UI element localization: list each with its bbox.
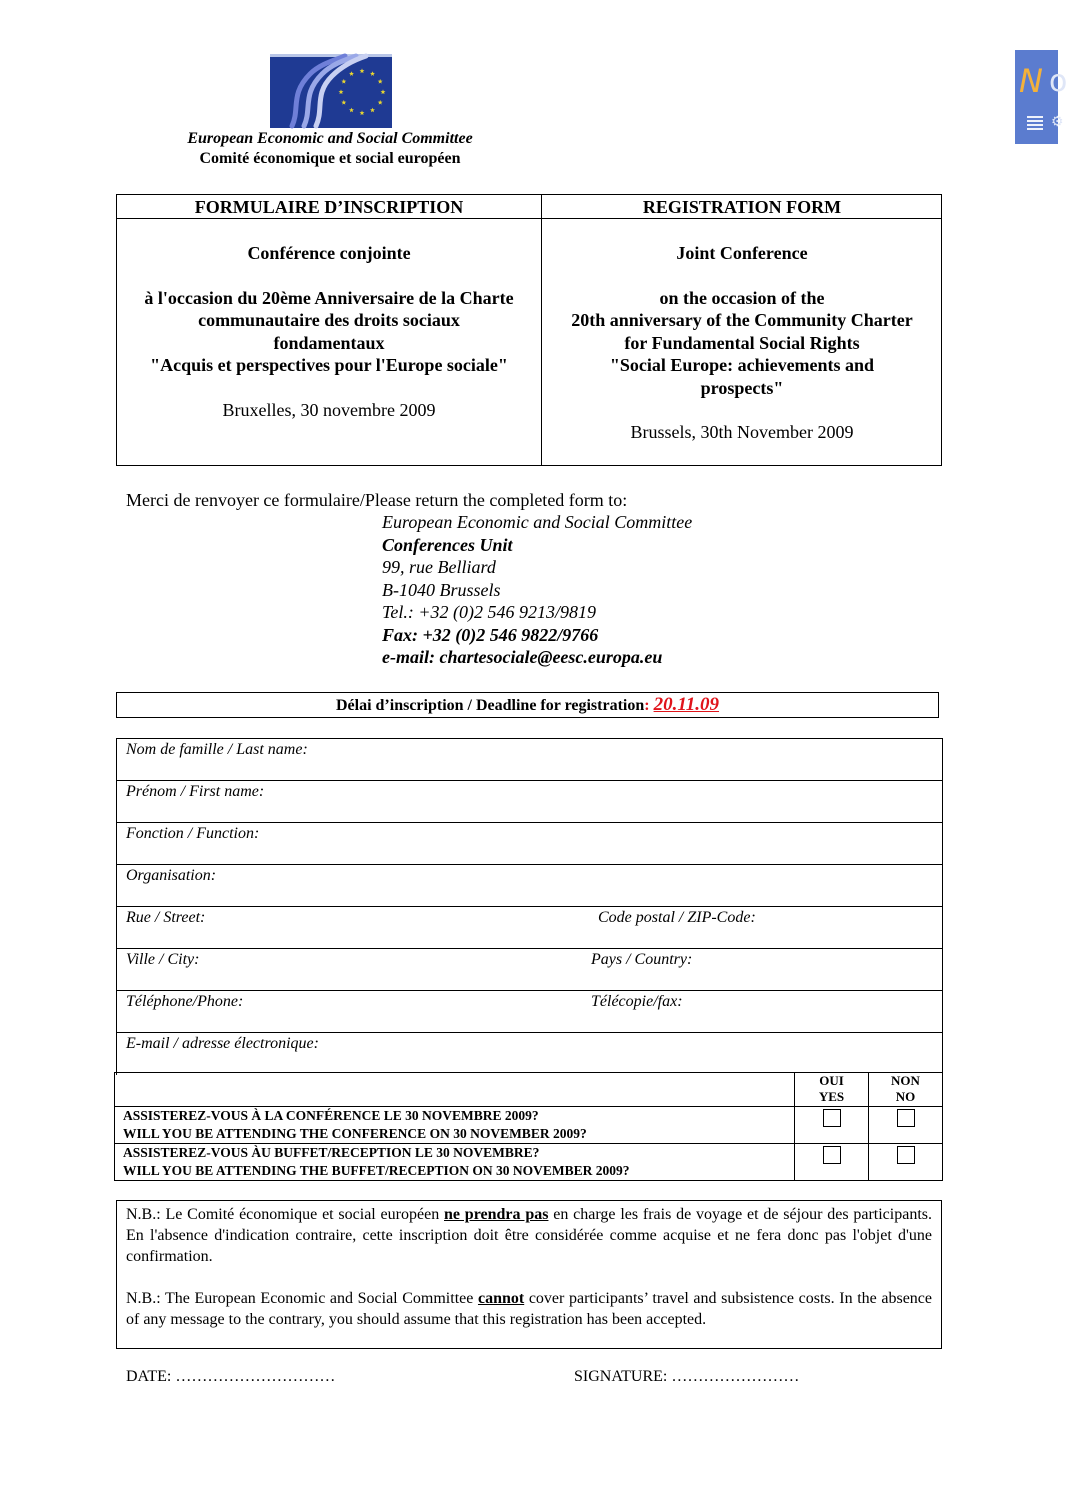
occasion-line-en: 20th anniversary of the Community Charter	[571, 310, 913, 330]
city-country-field[interactable]	[117, 949, 942, 991]
conference-no-checkbox[interactable]	[897, 1109, 915, 1127]
email-label: E-mail / adresse électronique:	[126, 1035, 319, 1052]
signature-field[interactable]	[574, 1368, 799, 1386]
header-table	[116, 194, 942, 466]
date-dots: …………………………	[175, 1368, 336, 1385]
buffet-yes-checkbox[interactable]	[823, 1146, 841, 1164]
header-fr	[117, 195, 541, 421]
function-label: Fonction / Function:	[126, 825, 260, 842]
last-name-label: Nom de famille / Last name:	[126, 741, 308, 758]
date-field[interactable]	[126, 1368, 335, 1386]
header-en	[543, 195, 941, 444]
street-zip-field[interactable]	[117, 907, 942, 949]
last-name-field[interactable]	[117, 739, 942, 781]
personal-details-table	[116, 738, 943, 1075]
address-line: European Economic and Social Committee	[382, 512, 693, 532]
question-fr: ASSISTEREZ-VOUS ÀU BUFFET/RECEPTION LE 30 NOVEMBRE?	[123, 1145, 540, 1160]
nb-en: N.B.: The European Economic and Social Committee cannot cover participants’ travel and subsistence costs. In the absence of any message to the contrary, you should assume that this registration has been accepted.	[126, 1290, 933, 1328]
event-name-fr: Conférence conjointe	[247, 243, 411, 263]
address-line: 99, rue Belliard	[382, 557, 496, 577]
attendance-header-row	[115, 1073, 943, 1107]
form-title-en: REGISTRATION FORM	[642, 197, 842, 217]
conference-yes-checkbox[interactable]	[823, 1109, 841, 1127]
phone-fax-field[interactable]	[117, 991, 942, 1033]
address-line: e-mail: chartesociale@eesc.europa.eu	[382, 647, 663, 667]
form-title-fr: FORMULAIRE D’INSCRIPTION	[194, 197, 464, 217]
question-fr: ASSISTEREZ-VOUS À LA CONFÉRENCE LE 30 NOVEMBRE 2009?	[123, 1108, 539, 1123]
occasion-line-en: "Social Europe: achievements and	[609, 355, 875, 375]
list-icon[interactable]	[1027, 116, 1043, 130]
nb-en-emphasis: cannot	[477, 1290, 525, 1307]
question-en: WILL YOU BE ATTENDING THE CONFERENCE ON 30 NOVEMBER 2009?	[123, 1126, 587, 1141]
nb-fr-emphasis: ne prendra pas	[444, 1206, 549, 1223]
widget-logo-partial: o	[1049, 64, 1067, 99]
widget-logo-letter: N	[1019, 62, 1043, 100]
first-name-field[interactable]	[117, 781, 942, 823]
organisation-field[interactable]	[117, 865, 942, 907]
first-name-label: Prénom / First name:	[126, 783, 265, 800]
deadline-label: Délai d’inscription / Deadline for registration	[335, 697, 645, 714]
attendance-table	[114, 1072, 943, 1181]
phone-label: Téléphone/Phone:	[126, 993, 244, 1010]
deadline-box	[116, 692, 939, 718]
nb-fr: N.B.: Le Comité économique et social européen ne prendra pas en charge les frais de voyage et de séjour des participants. En l'absence d'indication contraire, cette inscription doit être considérée comme acquise et ne fera donc pas l'objet d'une confirmation.	[126, 1206, 932, 1265]
eesc-logo	[270, 54, 392, 128]
attendance-row-conference	[115, 1107, 943, 1144]
signature-label: SIGNATURE:	[574, 1368, 672, 1385]
deadline-separator: :	[644, 697, 654, 714]
occasion-line-fr: "Acquis et perspectives pour l'Europe sociale"	[150, 355, 508, 375]
event-name-en: Joint Conference	[676, 243, 808, 263]
signature-dots: ……………………	[671, 1368, 800, 1385]
street-label: Rue / Street:	[126, 909, 206, 926]
occasion-line-en: for Fundamental Social Rights	[624, 332, 860, 353]
country-label: Pays / Country:	[591, 951, 693, 968]
buffet-no-checkbox[interactable]	[897, 1146, 915, 1164]
org-name-fr: Comité économique et social européen	[199, 150, 461, 167]
side-widget[interactable]	[1015, 50, 1067, 144]
fax-label: Télécopie/fax:	[591, 993, 683, 1010]
email-field[interactable]	[117, 1033, 942, 1075]
address-line: Conferences Unit	[382, 534, 513, 555]
address-line: B-1040 Brussels	[382, 579, 501, 600]
return-intro: Merci de renvoyer ce formulaire/Please return the completed form to:	[126, 490, 628, 510]
org-name-en: European Economic and Social Committee	[187, 130, 473, 147]
address-line: Fax: +32 (0)2 546 9822/9766	[382, 624, 599, 645]
occasion-line-fr: communautaire des droits sociaux	[198, 310, 460, 330]
occasion-line-en: on the occasion of the	[659, 287, 825, 308]
occasion-line-fr: fondamentaux	[273, 332, 385, 353]
attendance-row-buffet	[115, 1144, 943, 1181]
settings-icon[interactable]: ⚙	[1051, 115, 1064, 130]
function-field[interactable]	[117, 823, 942, 865]
date-label: DATE:	[126, 1368, 176, 1385]
city-label: Ville / City:	[126, 951, 200, 968]
no-column-header: NON NO	[869, 1073, 943, 1107]
occasion-line-fr: à l'occasion du 20ème Anniversaire de la Charte	[144, 287, 514, 308]
deadline-date: 20.11.09	[653, 694, 720, 715]
nota-bene-box	[116, 1200, 942, 1349]
place-date-en: Brussels, 30th November 2009	[630, 422, 854, 442]
yes-column-header: OUI YES	[795, 1073, 869, 1107]
zip-label: Code postal / ZIP-Code:	[598, 909, 756, 926]
organisation-label: Organisation:	[126, 867, 217, 884]
address-line: Tel.: +32 (0)2 546 9213/9819	[382, 602, 596, 622]
place-date-fr: Bruxelles, 30 novembre 2009	[222, 399, 436, 420]
question-en: WILL YOU BE ATTENDING THE BUFFET/RECEPTION ON 30 NOVEMBER 2009?	[123, 1163, 630, 1178]
occasion-line-en: prospects"	[700, 377, 784, 398]
